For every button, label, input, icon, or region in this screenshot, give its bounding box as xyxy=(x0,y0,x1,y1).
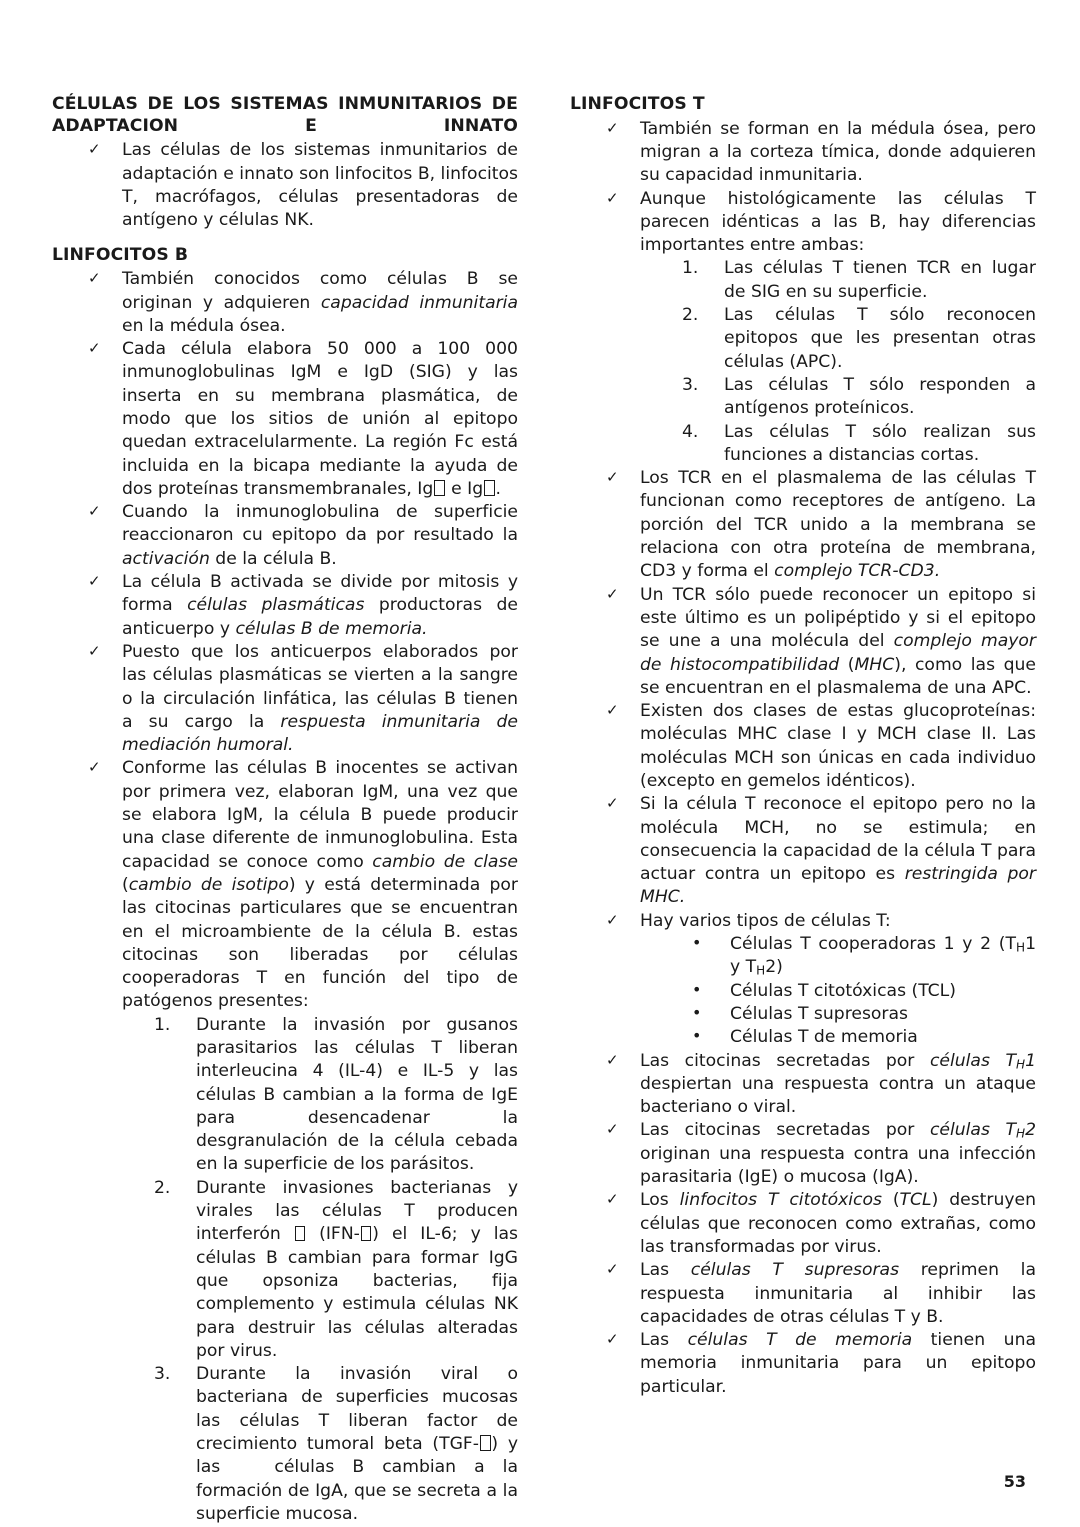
list-item xyxy=(688,1003,1036,1026)
check-icon: ✓ xyxy=(606,1050,619,1069)
linfocitos-b-numbered-list xyxy=(52,1014,518,1527)
list-item xyxy=(606,910,1036,933)
list-number: 4. xyxy=(682,421,699,442)
check-icon: ✓ xyxy=(606,1260,619,1279)
check-icon: ✓ xyxy=(88,641,101,660)
list-item-text: Las células T sólo responden a antígenos proteínicos. xyxy=(724,374,1036,419)
list-item-text: Cuando la inmunoglobulina de superficie reaccionaron cu epitopo da por resultado la activación de la célula B. xyxy=(122,502,518,569)
list-item xyxy=(88,757,518,1013)
check-icon: ✓ xyxy=(606,188,619,207)
list-item xyxy=(88,268,518,338)
dot-icon: • xyxy=(692,979,702,999)
list-item-text: Puesto que los anticuerpos elaborados por las células plasmáticas se vierten a la sangre o la circulación linfática, las células B tienen a su cargo la respuesta inmunitaria de mediación humoral. xyxy=(122,641,518,756)
list-number: 2. xyxy=(682,305,699,326)
missing-glyph-icon xyxy=(361,1226,372,1241)
list-item xyxy=(606,793,1036,909)
page-number: 53 xyxy=(1003,1472,1026,1491)
list-item xyxy=(606,467,1036,583)
spacer xyxy=(52,233,518,245)
linfocitos-t-bullet-list-part2 xyxy=(570,467,1036,933)
list-item-text: La célula B activada se divide por mitosis y forma células plasmáticas productoras de anticuerpo y células B de memoria. xyxy=(122,572,518,639)
list-item-text: También conocidos como células B se originan y adquieren capacidad inmunitaria en la médula ósea. xyxy=(122,269,518,336)
list-item-text: Células T supresoras xyxy=(730,1003,908,1024)
list-item-text: Las células T sólo reconocen epitopos que les presentan otras células (APC). xyxy=(724,305,1036,372)
list-number: 1. xyxy=(682,258,699,279)
list-item xyxy=(88,338,518,501)
list-item-text: Existen dos clases de estas glucoproteínas: moléculas MHC clase I y MCH clase II. Las moléculas MCH son únicas en cada individuo (excepto en gemelos idénticos). xyxy=(640,701,1036,791)
list-item-text: Células T cooperadoras 1 y 2 ($T_H1$ y $T_H2$) xyxy=(730,934,1036,978)
list-item-text: Durante la invasión viral o bacteriana de superficies mucosas las células T liberan factor de crecimiento tumoral beta (TGF- ) y las células B cambian a la formación de IgA, que se secreta a la superficie mucosa. xyxy=(196,1364,519,1524)
list-item xyxy=(688,1026,1036,1049)
list-item xyxy=(682,257,1036,304)
check-icon: ✓ xyxy=(606,118,619,137)
list-item xyxy=(88,641,518,757)
list-number: 2. xyxy=(154,1177,171,1198)
list-item-text: Los linfocitos T citotóxicos (TCL) destruyen células que reconocen como extrañas, como las transformadas por virus. xyxy=(640,1190,1036,1257)
list-item xyxy=(154,1177,518,1363)
list-item xyxy=(682,374,1036,421)
list-item-text: Las células T supresoras reprimen la respuesta inmunitaria al inhibir las capacidades de otras células T y B. xyxy=(640,1260,1036,1327)
check-icon: ✓ xyxy=(606,584,619,603)
left-column xyxy=(52,94,518,1526)
list-item xyxy=(606,188,1036,258)
list-item-text: Células T citotóxicas (TCL) xyxy=(730,980,956,1001)
missing-glyph-icon xyxy=(434,480,445,495)
right-column xyxy=(570,94,1036,1399)
check-icon: ✓ xyxy=(606,1330,619,1349)
list-item-text: Aunque histológicamente las células T parecen idénticas a las B, hay diferencias importantes entre ambas: xyxy=(640,188,1036,256)
check-icon: ✓ xyxy=(606,910,619,929)
linfocitos-t-bullet-list-part1 xyxy=(570,118,1036,258)
intro-bullet-list xyxy=(52,139,518,232)
check-icon: ✓ xyxy=(88,339,101,358)
check-icon: ✓ xyxy=(88,502,101,521)
list-item xyxy=(606,700,1036,793)
heading-linfocitos-b: LINFOCITOS B xyxy=(52,244,189,265)
list-item-text: Las células de los sistemas inmunitarios de adaptación e innato son linfocitos B, linfocitos T, macrófagos, células presentadoras de antígeno y células NK. xyxy=(122,140,519,231)
check-icon: ✓ xyxy=(88,758,101,777)
list-item-text: Un TCR sólo puede reconocer un epitopo si este último es un polipéptido y si el epitopo se une a una molécula del complejo mayor de histocompatibilidad (MHC), como las que se encuentran en el plasmalema de una APC. xyxy=(640,584,1036,698)
list-item-text: Si la célula T reconoce el epitopo pero no la molécula MCH, no se estimula; en consecuencia la capacidad de la célula T para actuar contra un epitopo es restringida por MHC. xyxy=(640,794,1036,908)
missing-glyph-icon xyxy=(480,1435,491,1450)
list-item-text: Los TCR en el plasmalema de las células T funcionan como receptores de antígeno. La porción del TCR unido a la membrana se relaciona con otra proteína de membrana, CD3 y forma el complejo TCR-CD3. xyxy=(640,468,1036,582)
list-item-text: Las citocinas secretadas por células $T_H1$ despiertan una respuesta contra un ataque bacteriano o viral. xyxy=(640,1050,1037,1118)
list-item xyxy=(88,501,518,571)
check-icon: ✓ xyxy=(606,794,619,813)
list-item-text: También se forman en la médula ósea, pero migran a la corteza tímica, donde adquieren su capacidad inmunitaria. xyxy=(640,118,1036,186)
tipos-celulas-t-list xyxy=(570,933,1036,1049)
list-item-text: Conforme las células B inocentes se activan por primera vez, elaboran IgM, una vez que se elabora IgM, la célula B puede producir una clase diferente de inmunoglobulina. Esta capacidad se conoce como cambio de clase (cambio de isotipo) y está determinada por las citocinas particulares que se encuentran en el microambiente de la célula B. estas citocinas son liberadas por células cooperadoras T en función del tipo de patógenos presentes: xyxy=(122,758,518,1012)
list-item xyxy=(606,1189,1036,1259)
list-item xyxy=(606,1259,1036,1329)
list-number: 1. xyxy=(154,1014,171,1035)
heading-linfocitos-t: LINFOCITOS T xyxy=(570,94,705,114)
dot-icon: • xyxy=(692,933,702,953)
check-icon: ✓ xyxy=(606,1190,619,1209)
check-icon: ✓ xyxy=(606,1120,619,1139)
list-item xyxy=(682,304,1036,374)
list-item xyxy=(88,139,518,232)
list-item xyxy=(606,1119,1036,1189)
missing-glyph-icon xyxy=(295,1226,306,1241)
list-item-text: Durante la invasión por gusanos parasitarios las células T liberan interleucina 4 (IL-4) e IL-5 y las células B cambian a la forma de IgE para desencadenar la desgranulación de la célula cebada en la superficie de los parásitos. xyxy=(196,1014,518,1175)
list-item-text: Las células T sólo realizan sus funciones a distancias cortas. xyxy=(724,421,1036,465)
list-item-text: Durante invasiones bacterianas y virales las células T producen interferón (IFN- ) el IL-6; y las células B cambian para formar IgG que opsoniza bacterias, fija complemento y estimula células NK para destruir las células alteradas por virus. xyxy=(196,1177,518,1361)
check-icon: ✓ xyxy=(88,140,101,159)
list-item xyxy=(606,584,1036,700)
list-item xyxy=(606,1329,1036,1399)
list-number: 3. xyxy=(682,374,699,395)
heading-celulas-sistemas-inmunitarios: CÉLULAS DE LOS SISTEMAS INMUNITARIOS DE ADAPTACION E INNATO xyxy=(52,94,518,136)
missing-glyph-icon xyxy=(484,480,495,495)
check-icon: ✓ xyxy=(606,701,619,720)
list-item xyxy=(688,933,1036,980)
list-item xyxy=(606,118,1036,188)
check-icon: ✓ xyxy=(606,468,619,487)
check-icon: ✓ xyxy=(88,269,101,288)
linfocitos-b-bullet-list xyxy=(52,268,518,1014)
check-icon: ✓ xyxy=(88,572,101,591)
linfocitos-t-bullet-list-part3 xyxy=(570,1050,1036,1399)
list-item xyxy=(606,1050,1036,1120)
list-item xyxy=(88,571,518,641)
two-column-layout xyxy=(52,94,1037,1526)
list-item-text: Cada célula elabora 50 000 a 100 000 inmunoglobulinas IgM e IgD (SIG) y las inserta en su membrana plasmática, de modo que los sitios de unión al epitopo quedan extracelularmente. La región Fc está incluida en la bicapa mediante la ayuda de dos proteínas transmembranales, Ig e Ig . xyxy=(122,339,518,499)
list-item-text: Las células T tienen TCR en lugar de SIG en su superficie. xyxy=(724,258,1036,302)
dot-icon: • xyxy=(692,1026,702,1046)
list-item-text: Las células T de memoria tienen una memoria inmunitaria para un epitopo particular. xyxy=(640,1330,1036,1397)
list-item xyxy=(154,1363,518,1526)
list-item xyxy=(682,421,1036,468)
linfocitos-t-numbered-list xyxy=(570,257,1036,467)
list-item xyxy=(154,1014,518,1177)
dot-icon: • xyxy=(692,1002,702,1022)
list-item xyxy=(688,980,1036,1003)
list-number: 3. xyxy=(154,1364,171,1385)
list-item-text: Las citocinas secretadas por células $T_H2$ originan una respuesta contra una infección parasitaria (IgE) o mucosa (IgA). xyxy=(640,1120,1037,1188)
list-item-text: Hay varios tipos de células T: xyxy=(640,910,891,931)
list-item-text: Células T de memoria xyxy=(730,1027,918,1048)
